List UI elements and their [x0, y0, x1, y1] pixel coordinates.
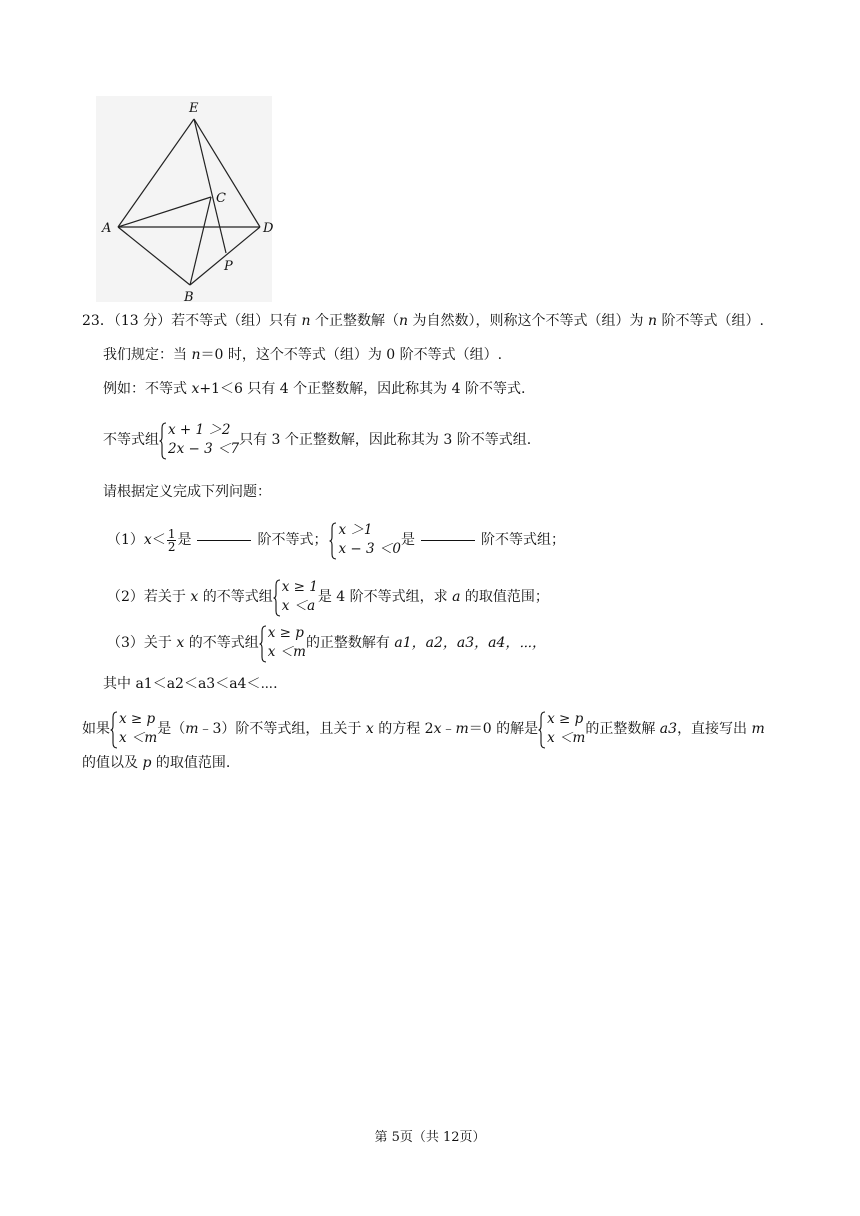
- q3-final-line: [82, 753, 230, 773]
- question-2: [107, 578, 549, 616]
- var-n: n: [647, 313, 657, 329]
- page-footer: 第 5页（共 12页）: [374, 1130, 486, 1145]
- var-n: n: [301, 313, 311, 329]
- intro-text: 阶不等式（组）.: [657, 313, 764, 329]
- example1-line: [103, 379, 525, 399]
- system-row: 2x − 3 ＜7: [168, 441, 240, 457]
- intro-text: 为自然数），则称这个不等式（组）为: [408, 313, 648, 329]
- label-D: D: [263, 221, 274, 236]
- var-x: x: [365, 721, 374, 737]
- label-P: P: [224, 259, 233, 274]
- frac-denominator: 2: [167, 539, 176, 554]
- frac-numerator: 1: [167, 526, 176, 541]
- q3-text: 的取值范围.: [151, 755, 231, 771]
- system-row: x + 1 ＞2: [168, 422, 231, 438]
- inequality-system: [538, 710, 585, 748]
- instruction: 请根据定义完成下列问题：: [103, 484, 271, 500]
- q3-text: ，直接写出: [677, 721, 752, 737]
- q3-text: 的不等式组: [184, 635, 259, 651]
- var-x: x: [190, 589, 199, 605]
- q1-is: 是: [177, 532, 192, 548]
- inequality-system: [110, 710, 157, 748]
- label-E: E: [189, 101, 199, 116]
- q1-label: （1）: [107, 532, 144, 548]
- var-m: m: [751, 721, 765, 737]
- lt-sign: ＜: [151, 532, 166, 548]
- q3-text: （3）关于: [107, 635, 177, 651]
- system-row: x ＜a: [281, 598, 316, 614]
- problem-number: 23．: [82, 313, 114, 329]
- q1-tail: 阶不等式；: [257, 532, 328, 548]
- var-x: x: [191, 381, 200, 397]
- q3-condition-line: [82, 710, 765, 748]
- var-n: n: [399, 313, 409, 329]
- q3-text: 是（: [157, 721, 186, 737]
- var-x: x: [143, 532, 152, 548]
- system-row: x ＜m: [119, 730, 158, 746]
- inequality-system: [329, 521, 400, 559]
- system-row: x ≥ 1: [281, 579, 318, 595]
- example2-line: [103, 421, 531, 459]
- example2-suffix: 只有 3 个正整数解，因此称其为 3 阶不等式组.: [239, 432, 532, 448]
- var-a: a: [452, 589, 461, 605]
- brace-icon: [329, 522, 337, 560]
- var-a3: a3: [659, 721, 678, 737]
- system-row: x ≥ p: [547, 711, 584, 727]
- q3-order-line: 其中 a1＜a2＜a3＜a4＜⋯.: [103, 676, 278, 692]
- intro-text: 个正整数解（: [310, 313, 400, 329]
- q3-text: 的方程 2: [373, 721, 434, 737]
- inequality-system: [273, 578, 318, 616]
- brace-icon: [273, 579, 281, 617]
- q2-text: 的取值范围；: [460, 589, 549, 605]
- label-C: C: [216, 191, 226, 206]
- brace-icon: [538, 711, 546, 749]
- rule-text: 我们规定：当: [103, 347, 192, 363]
- q3-text: 的正整数解: [585, 721, 660, 737]
- q1-is: 是: [400, 532, 415, 548]
- geometry-figure: [96, 96, 296, 306]
- q3-text: 如果: [82, 721, 110, 737]
- question-1: [107, 521, 565, 559]
- example-text: +1＜6 只有 4 个正整数解，因此称其为 4 阶不等式.: [199, 381, 526, 397]
- q2-text: 的不等式组: [198, 589, 273, 605]
- q2-text: （2）若关于: [107, 589, 191, 605]
- rule-line: [103, 345, 502, 365]
- q1-tail: 阶不等式组；: [480, 532, 565, 548]
- var-m: m: [455, 721, 469, 737]
- q3-text: 的值以及: [82, 755, 143, 771]
- system-row: x ＞1: [338, 522, 373, 538]
- answer-blank-2[interactable]: [421, 539, 475, 541]
- fraction-one-half: [167, 528, 177, 553]
- rule-text: ＝0 时，这个不等式（组）为 0 阶不等式（组）.: [200, 347, 503, 363]
- inequality-system: [259, 624, 306, 662]
- var-n: n: [191, 347, 201, 363]
- intro-text: 若不等式（组）只有: [171, 313, 302, 329]
- q3-text: ﹣: [441, 721, 456, 737]
- problem-intro-line: [82, 311, 764, 331]
- q3-text: ＝0 的解是: [468, 721, 539, 737]
- var-m: m: [185, 721, 199, 737]
- brace-icon: [259, 625, 267, 663]
- solutions-list: a1，a2，a3，a4，⋯，: [394, 635, 547, 651]
- question-3: [107, 624, 546, 662]
- q2-text: 是 4 阶不等式组，求: [317, 589, 453, 605]
- brace-icon: [110, 711, 118, 749]
- var-x: x: [176, 635, 185, 651]
- problem-score: （13 分）: [113, 313, 172, 329]
- inequality-system: [159, 421, 239, 459]
- label-A: A: [102, 221, 112, 236]
- system-row: x ＜m: [267, 644, 306, 660]
- example-text: 例如：不等式: [103, 381, 192, 397]
- var-p: p: [142, 755, 152, 771]
- answer-blank-1[interactable]: [197, 539, 251, 541]
- system-row: x ≥ p: [119, 711, 156, 727]
- var-x: x: [433, 721, 442, 737]
- system-row: x ＜m: [547, 730, 586, 746]
- label-B: B: [184, 290, 194, 305]
- example2-prefix: 不等式组: [103, 432, 159, 448]
- q3-text: 的正整数解有: [305, 635, 395, 651]
- brace-icon: [159, 422, 167, 460]
- q3-text: ﹣3）阶不等式组，且关于: [198, 721, 366, 737]
- system-row: x ≥ p: [267, 625, 304, 641]
- system-row: x − 3 ＜0: [338, 541, 401, 557]
